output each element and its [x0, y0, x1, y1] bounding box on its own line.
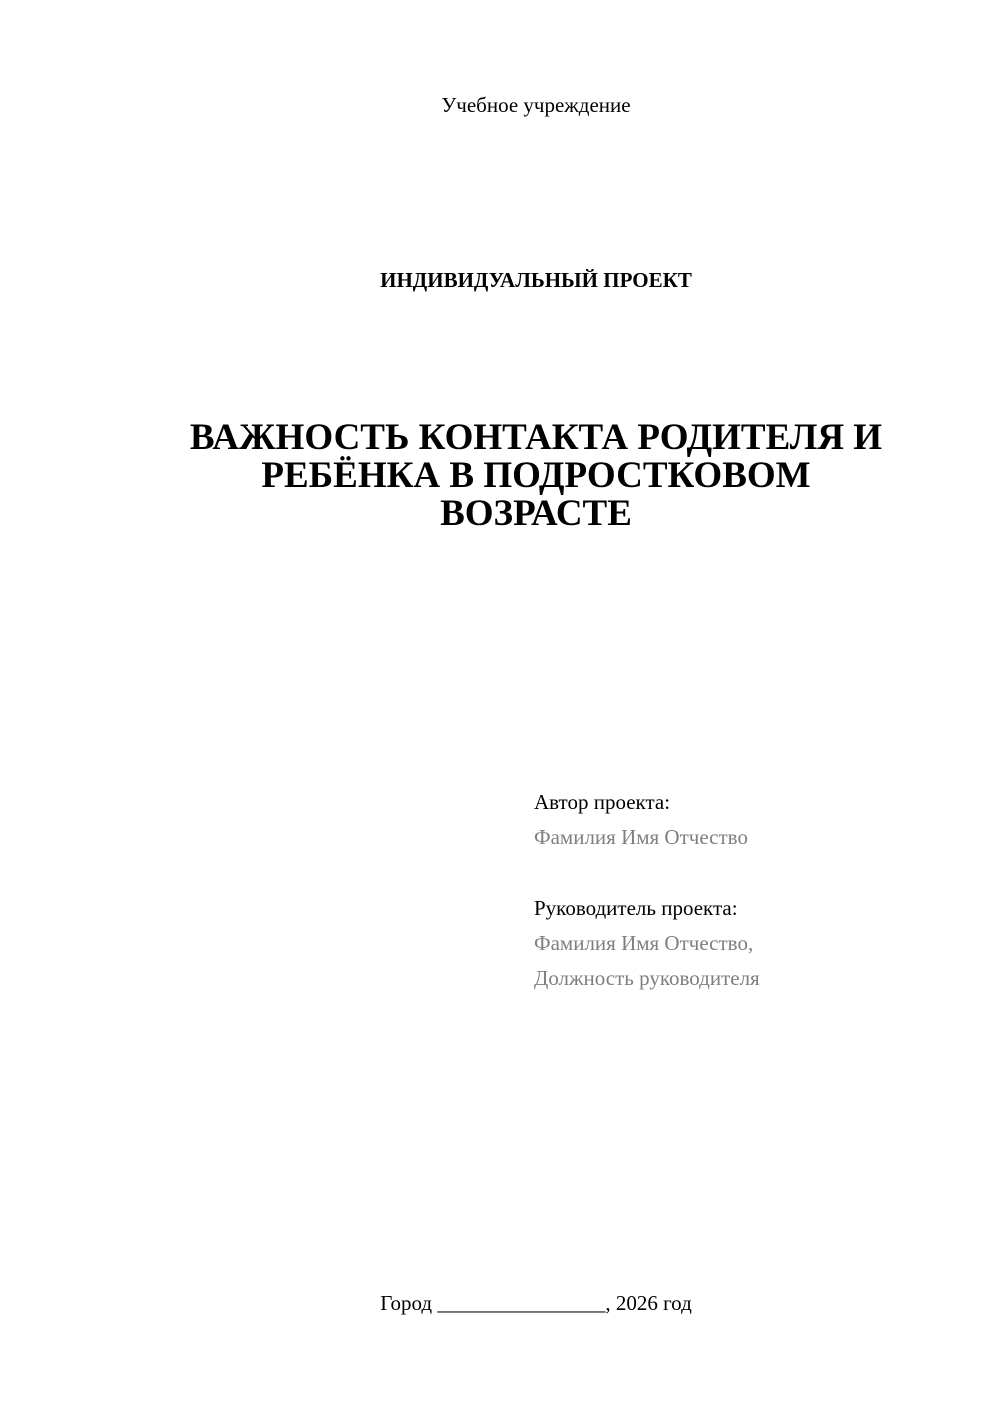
project-title-line: ВОЗРАСТЕ [440, 493, 632, 534]
project-title-line: РЕБЁНКА В ПОДРОСТКОВОМ [261, 455, 811, 496]
supervisor-block [534, 891, 974, 996]
author-label: Автор проекта: [534, 790, 671, 814]
supervisor-position-placeholder: Должность руководителя [534, 966, 760, 990]
project-title-line: ВАЖНОСТЬ КОНТАКТА РОДИТЕЛЯ И [189, 417, 883, 458]
author-block [534, 785, 974, 855]
project-title [160, 419, 912, 533]
supervisor-name-placeholder: Фамилия Имя Отчество, [534, 931, 754, 955]
project-type-heading: ИНДИВИДУАЛЬНЫЙ ПРОЕКТ [380, 268, 692, 292]
institution-name: Учебное учреждение [441, 93, 631, 117]
supervisor-label: Руководитель проекта: [534, 896, 738, 920]
author-name-placeholder: Фамилия Имя Отчество [534, 825, 748, 849]
city-year-footer: Город ________________, 2026 год [380, 1291, 692, 1315]
